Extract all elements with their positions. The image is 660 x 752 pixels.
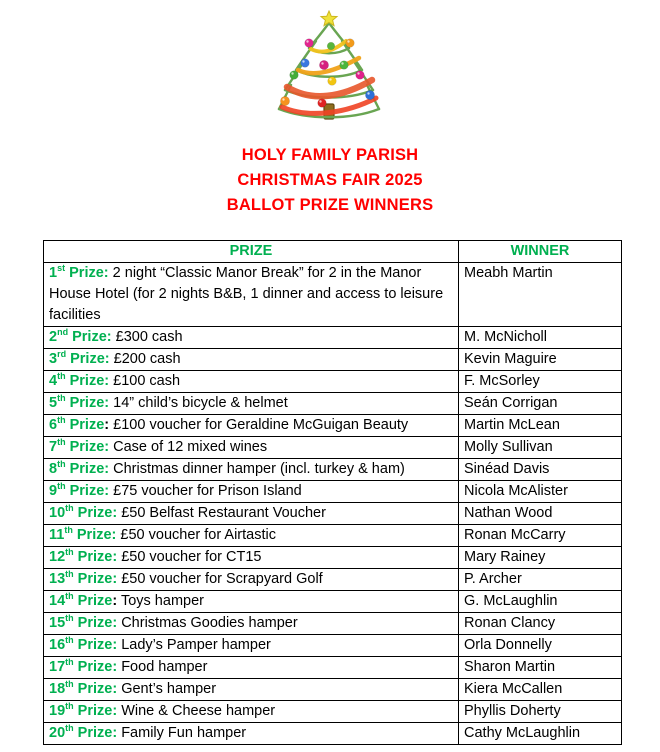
prize-label <box>49 703 117 719</box>
prize-ordinal: 16 <box>49 637 66 653</box>
table-row <box>44 481 622 503</box>
prize-description: Family Fun hamper <box>121 725 247 741</box>
table-row <box>44 327 622 349</box>
prize-cell <box>44 547 459 569</box>
prize-ordinal: 5 <box>49 395 58 411</box>
prize-description: Christmas dinner hamper (incl. turkey & ham) <box>113 461 405 477</box>
prize-cell <box>44 657 459 679</box>
prize-cell <box>44 635 459 657</box>
prize-ordinal: 3 <box>49 351 58 367</box>
prize-word: Prize: <box>69 373 110 389</box>
prize-label <box>49 527 116 543</box>
prize-cell <box>44 613 459 635</box>
prize-cell <box>44 349 459 371</box>
ordinal-suffix: th <box>65 635 74 646</box>
prize-word: Prize: <box>77 681 118 697</box>
column-header-winner: WINNER <box>459 241 622 263</box>
prize-label <box>49 265 109 281</box>
ordinal-suffix: th <box>65 569 74 580</box>
prize-word: Prize: <box>77 703 118 719</box>
prize-word: Prize <box>69 417 105 433</box>
winner-cell <box>459 263 622 327</box>
winner-name: Ronan Clancy <box>464 615 556 631</box>
winner-name: Phyllis Doherty <box>464 703 561 719</box>
prize-word: Prize: <box>76 527 117 543</box>
ordinal-suffix: th <box>65 679 74 690</box>
winner-name: Cathy McLaughlin <box>464 725 581 741</box>
ordinal-suffix: st <box>57 263 66 274</box>
winner-cell <box>459 723 622 745</box>
winner-cell <box>459 547 622 569</box>
winner-name: Kiera McCallen <box>464 681 563 697</box>
winner-name: F. McSorley <box>464 373 540 389</box>
winner-cell <box>459 701 622 723</box>
winner-cell <box>459 525 622 547</box>
ordinal-suffix: th <box>57 459 66 470</box>
prize-label <box>49 373 109 389</box>
prize-word: Prize: <box>77 637 118 653</box>
prize-cell <box>44 591 459 613</box>
ordinal-suffix: th <box>57 437 66 448</box>
prize-ordinal: 20 <box>49 725 66 741</box>
winner-name: Nicola McAlister <box>464 483 568 499</box>
winner-cell <box>459 679 622 701</box>
table-row <box>44 547 622 569</box>
prize-ordinal: 15 <box>49 615 66 631</box>
prize-table-body <box>44 263 622 745</box>
prize-word: Prize: <box>77 615 118 631</box>
table-row <box>44 635 622 657</box>
document-title-block <box>0 143 660 218</box>
winner-cell <box>459 613 622 635</box>
winner-cell <box>459 349 622 371</box>
prize-ordinal: 14 <box>49 593 66 609</box>
prize-ordinal: 17 <box>49 659 66 675</box>
winner-name: Sharon Martin <box>464 659 556 675</box>
prize-cell <box>44 371 459 393</box>
winner-name: Mary Rainey <box>464 549 546 565</box>
table-row <box>44 679 622 701</box>
winner-name: Molly Sullivan <box>464 439 553 455</box>
prize-word: Prize: <box>69 395 110 411</box>
prize-label <box>49 615 117 631</box>
winner-name: Nathan Wood <box>464 505 553 521</box>
prize-description: £50 voucher for CT15 <box>121 549 262 565</box>
prize-cell <box>44 503 459 525</box>
prize-table <box>43 240 622 745</box>
table-row <box>44 503 622 525</box>
title-line-1: HOLY FAMILY PARISH <box>241 146 419 164</box>
table-row <box>44 701 622 723</box>
prize-ordinal: 7 <box>49 439 58 455</box>
title-line-3: BALLOT PRIZE WINNERS <box>226 196 434 214</box>
prize-description: Gent’s hamper <box>121 681 217 697</box>
column-header-prize: PRIZE <box>44 241 459 263</box>
winner-cell <box>459 393 622 415</box>
winner-cell <box>459 481 622 503</box>
prize-label <box>49 395 109 411</box>
prize-word: Prize: <box>77 505 118 521</box>
ordinal-suffix: th <box>65 503 74 514</box>
prize-label <box>49 329 112 345</box>
ordinal-suffix: th <box>65 723 74 734</box>
ordinal-suffix: th <box>64 525 73 536</box>
prize-ordinal: 2 <box>49 329 58 345</box>
winner-name: M. McNicholl <box>464 329 547 345</box>
ordinal-suffix: th <box>65 547 74 558</box>
prize-cell <box>44 525 459 547</box>
table-row <box>44 723 622 745</box>
prize-ordinal: 10 <box>49 505 66 521</box>
prize-ordinal: 11 <box>49 527 65 543</box>
winner-cell <box>459 437 622 459</box>
prize-label <box>49 725 117 741</box>
winner-name: Martin McLean <box>464 417 560 433</box>
winner-name: Ronan McCarry <box>464 527 566 543</box>
winner-cell <box>459 591 622 613</box>
table-row <box>44 459 622 481</box>
prize-label <box>49 637 117 653</box>
prize-cell <box>44 393 459 415</box>
prize-word: Prize <box>77 593 113 609</box>
winner-cell <box>459 371 622 393</box>
prize-label <box>49 351 110 367</box>
winner-name: Meabh Martin <box>464 265 553 281</box>
ordinal-suffix: th <box>57 393 66 404</box>
prize-ordinal: 13 <box>49 571 66 587</box>
prize-word: Prize: <box>72 329 112 345</box>
prize-description: £50 voucher for Airtastic <box>120 527 276 543</box>
prize-description: Toys hamper <box>120 593 204 609</box>
prize-description: Food hamper <box>121 659 208 675</box>
prize-word: Prize: <box>70 351 110 367</box>
ordinal-suffix: th <box>65 701 74 712</box>
winner-name: Kevin Maguire <box>464 351 557 367</box>
winner-name: Seán Corrigan <box>464 395 558 411</box>
prize-label <box>49 505 117 521</box>
prize-word: Prize: <box>69 439 110 455</box>
prize-cell <box>44 263 459 327</box>
prize-description: Christmas Goodies hamper <box>121 615 298 631</box>
table-row <box>44 371 622 393</box>
prize-label-colon: : <box>112 593 118 609</box>
table-row <box>44 591 622 613</box>
prize-label <box>49 439 109 455</box>
prize-label <box>49 659 117 675</box>
prize-ordinal: 18 <box>49 681 66 697</box>
prize-cell <box>44 723 459 745</box>
prize-label <box>49 549 117 565</box>
prize-cell <box>44 327 459 349</box>
prize-description: £100 cash <box>113 373 181 389</box>
prize-description: Wine & Cheese hamper <box>121 703 276 719</box>
christmas-tree-image <box>275 10 385 122</box>
prize-cell <box>44 437 459 459</box>
prize-word: Prize: <box>77 549 118 565</box>
prize-label <box>49 593 112 609</box>
winner-cell <box>459 415 622 437</box>
prize-description: £50 voucher for Scrapyard Golf <box>121 571 323 587</box>
prize-ordinal: 1 <box>49 265 58 281</box>
winner-cell <box>459 635 622 657</box>
prize-ordinal: 12 <box>49 549 66 565</box>
winner-name: G. McLaughlin <box>464 593 558 609</box>
prize-label <box>49 483 109 499</box>
table-row <box>44 569 622 591</box>
winner-cell <box>459 657 622 679</box>
prize-ordinal: 4 <box>49 373 58 389</box>
winner-cell <box>459 459 622 481</box>
prize-label <box>49 571 117 587</box>
christmas-tree-icon <box>275 10 385 122</box>
ordinal-suffix: rd <box>57 349 67 360</box>
table-row <box>44 349 622 371</box>
prize-word: Prize: <box>69 461 110 477</box>
prize-description: Case of 12 mixed wines <box>113 439 268 455</box>
winner-name: Orla Donnelly <box>464 637 552 653</box>
prize-description: £100 voucher for Geraldine McGuigan Beauty <box>113 417 409 433</box>
winner-cell <box>459 327 622 349</box>
table-row <box>44 613 622 635</box>
prize-cell <box>44 459 459 481</box>
prize-cell <box>44 481 459 503</box>
prize-table-header <box>44 241 622 263</box>
table-row <box>44 393 622 415</box>
prize-description: £75 voucher for Prison Island <box>113 483 302 499</box>
winner-name: P. Archer <box>464 571 522 587</box>
ordinal-suffix: th <box>57 371 66 382</box>
prize-cell <box>44 701 459 723</box>
ordinal-suffix: th <box>65 657 74 668</box>
prize-label-colon: : <box>104 417 110 433</box>
prize-label <box>49 461 109 477</box>
prize-description: £200 cash <box>113 351 181 367</box>
winner-cell <box>459 569 622 591</box>
prize-ordinal: 8 <box>49 461 58 477</box>
prize-description: £50 Belfast Restaurant Voucher <box>121 505 326 521</box>
ordinal-suffix: th <box>65 591 74 602</box>
prize-ordinal: 9 <box>49 483 58 499</box>
prize-label <box>49 681 117 697</box>
title-line-2: CHRISTMAS FAIR 2025 <box>237 171 423 189</box>
ordinal-suffix: th <box>57 481 66 492</box>
table-row <box>44 415 622 437</box>
prize-label <box>49 417 104 433</box>
prize-ordinal: 19 <box>49 703 66 719</box>
prize-description: Lady’s Pamper hamper <box>121 637 271 653</box>
prize-description: 14” child’s bicycle & helmet <box>113 395 288 411</box>
header-row <box>44 241 622 263</box>
ordinal-suffix: nd <box>57 327 69 338</box>
prize-table-container <box>43 240 622 745</box>
winner-cell <box>459 503 622 525</box>
prize-ordinal: 6 <box>49 417 58 433</box>
table-row <box>44 263 622 327</box>
prize-word: Prize: <box>69 483 110 499</box>
prize-cell <box>44 569 459 591</box>
prize-word: Prize: <box>77 659 118 675</box>
prize-cell <box>44 679 459 701</box>
prize-word: Prize: <box>77 725 118 741</box>
ordinal-suffix: th <box>65 613 74 624</box>
prize-cell <box>44 415 459 437</box>
ordinal-suffix: th <box>57 415 66 426</box>
winner-name: Sinéad Davis <box>464 461 550 477</box>
table-row <box>44 437 622 459</box>
table-row <box>44 525 622 547</box>
prize-description: £300 cash <box>115 329 183 345</box>
table-row <box>44 657 622 679</box>
prize-word: Prize: <box>69 265 109 281</box>
prize-word: Prize: <box>77 571 118 587</box>
prize-description: 2 night “Classic Manor Break” for 2 in the Manor House Hotel (for 2 nights B&B, 1 dinner and access to leisure facilities <box>49 265 444 323</box>
